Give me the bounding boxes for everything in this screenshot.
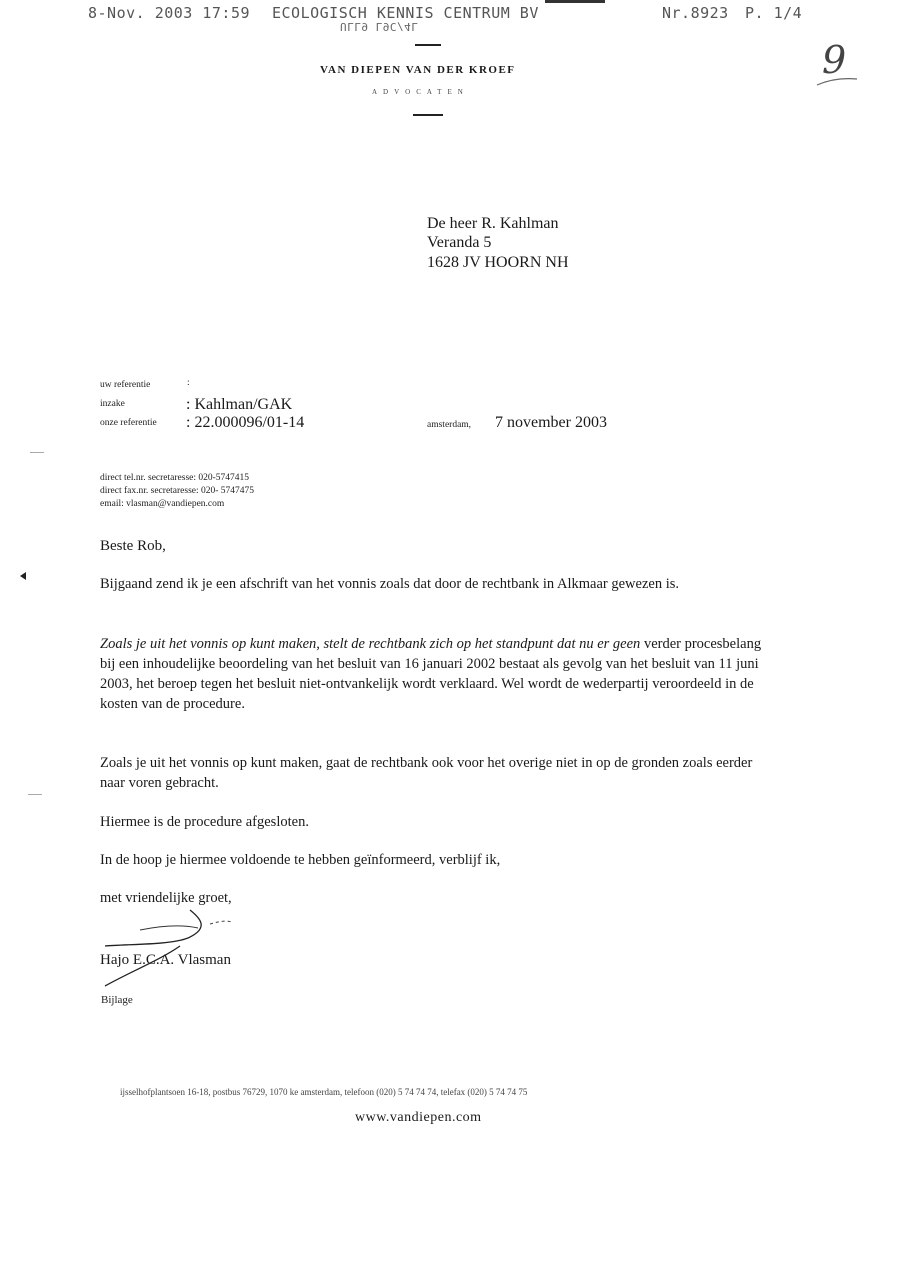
- fax-mirrored-text: ULL9 L9C/4L: [340, 20, 419, 33]
- paragraph-1: Bijgaand zend ik je een afschrift van het vonnis zoals dat door de rechtbank in Alkmaar gewezen is.: [100, 576, 679, 592]
- margin-mark-1: [30, 452, 44, 453]
- fax-sender: ECOLOGISCH KENNIS CENTRUM BV: [272, 4, 539, 22]
- inzake-value: : Kahlman/GAK: [186, 396, 293, 413]
- handwritten-underline-mark: [815, 75, 860, 87]
- fax-number: Nr.8923: [662, 4, 729, 22]
- paragraph-4: Hiermee is de procedure afgesloten.: [100, 814, 309, 830]
- contact-email: email: vlasman@vandiepen.com: [100, 499, 225, 509]
- handwritten-signature: [100, 900, 240, 990]
- footer-address: ijsselhofplantsoen 16-18, postbus 76729, 1070 ke amsterdam, telefoon (020) 5 74 74 74, telefax (020) 5 74 74 75: [120, 1087, 528, 1097]
- letter-place: amsterdam,: [427, 420, 472, 430]
- letterhead-rule-top: [415, 44, 441, 46]
- firm-subtitle: ADVOCATEN: [372, 88, 469, 96]
- contact-fax: direct fax.nr. secretaresse: 020- 5747475: [100, 486, 255, 496]
- onze-referentie-label: onze referentie: [100, 418, 157, 428]
- margin-mark-2: [28, 794, 42, 795]
- uw-referentie-value: :: [187, 378, 190, 388]
- enclosure: Bijlage: [101, 994, 133, 1006]
- recipient-name: De heer R. Kahlman: [427, 215, 559, 232]
- letter-date: 7 november 2003: [495, 414, 607, 431]
- footer-website: www.vandiepen.com: [355, 1110, 482, 1125]
- paragraph-2-rest: verder procesbelang bij een inhoudelijke beoordeling van het besluit van 16 januari 2002 bestaat als gevolg van het besluit van 11 juni 2003, het beroep tegen het besluit niet-ontvankelijk wordt verklaard. Wel wordt de wederpartij veroordeeld in de kosten van de procedure.: [100, 636, 762, 712]
- fax-datetime: 8-Nov. 2003 17:59: [88, 4, 251, 22]
- onze-referentie-value: : 22.000096/01-14: [186, 414, 305, 431]
- margin-arrow-mark: [20, 572, 26, 580]
- salutation: Beste Rob,: [100, 538, 166, 554]
- paragraph-3: Zoals je uit het vonnis op kunt maken, gaat de rechtbank ook voor het overige niet in op de gronden zoals eerder naar voren gebracht.: [100, 755, 753, 791]
- paragraph-2: [100, 634, 780, 714]
- inzake-label: inzake: [100, 399, 125, 409]
- signatory-name: Hajo E.C.A. Vlasman: [100, 952, 231, 968]
- closing: met vriendelijke groet,: [100, 890, 232, 906]
- fax-header-cutoff-line: [545, 0, 605, 3]
- paragraph-2-italic: Zoals je uit het vonnis op kunt maken, stelt de rechtbank zich op het standpunt dat nu er geen: [100, 636, 641, 652]
- firm-name: VAN DIEPEN VAN DER KROEF: [320, 64, 516, 76]
- paragraph-5: In de hoop je hiermee voldoende te hebben geïnformeerd, verblijf ik,: [100, 852, 501, 868]
- recipient-city: 1628 JV HOORN NH: [427, 254, 569, 271]
- contact-tel: direct tel.nr. secretaresse: 020-5747415: [100, 473, 250, 483]
- recipient-street: Veranda 5: [427, 234, 492, 251]
- fax-page: P. 1/4: [745, 4, 803, 22]
- handwritten-page-mark: 9: [822, 38, 847, 82]
- letterhead-rule-bottom: [413, 114, 443, 116]
- uw-referentie-label: uw referentie: [100, 380, 151, 390]
